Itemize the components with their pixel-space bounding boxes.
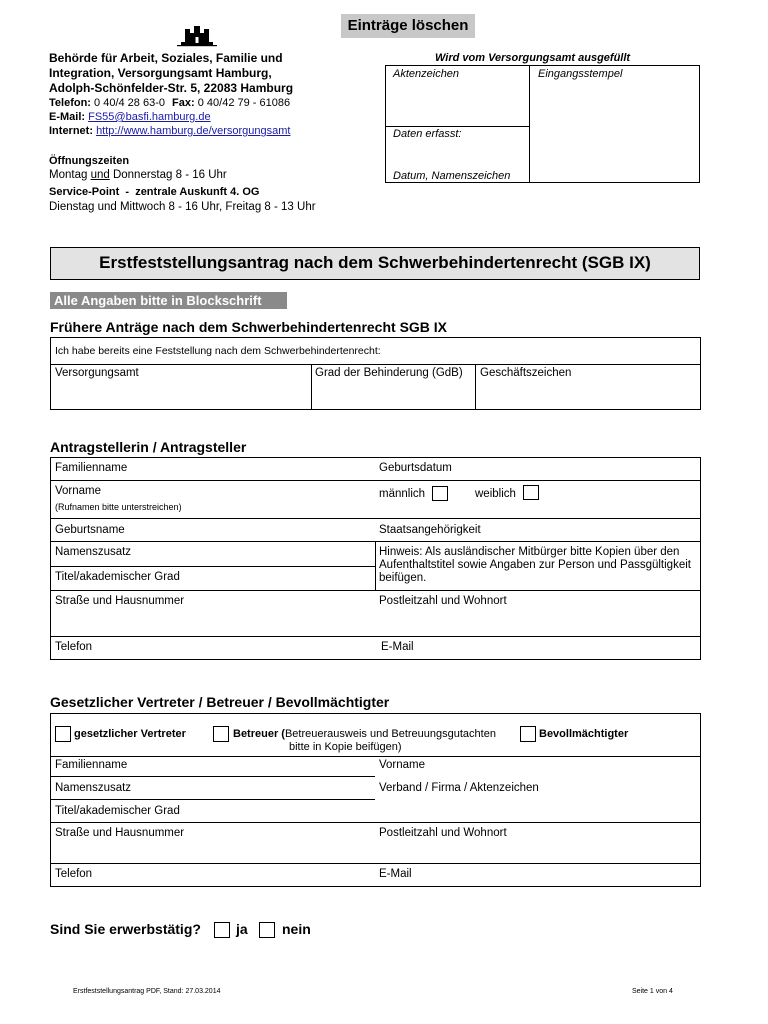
hamburg-logo-icon	[177, 24, 217, 48]
internet-label: Internet:	[49, 125, 93, 137]
applicant-hinweis: Hinweis: Als ausländischer Mitbürger bitte Kopien über den Aufenthaltstitel sowie Angaben zur Person und Passgültigkeit beifügen.	[379, 546, 691, 584]
fax-label: Fax:	[172, 97, 195, 109]
rep-plz-field[interactable]: Postleitzahl und Wohnort	[379, 827, 507, 839]
rep-familienname-field[interactable]: Familienname	[55, 759, 128, 771]
applicant-titel-field[interactable]: Titel/akademischer Grad	[55, 571, 180, 583]
internet-link[interactable]: http://www.hamburg.de/versorgungsamt	[96, 125, 291, 137]
applicant-telefon-field[interactable]: Telefon	[55, 641, 93, 653]
female-label: weiblich	[475, 488, 516, 500]
rep-verband-field[interactable]: Verband / Firma / Aktenzeichen	[379, 782, 539, 794]
prior-section-title: Frühere Anträge nach dem Schwerbehindertenrecht SGB IX	[50, 319, 448, 335]
employment-no-checkbox[interactable]	[259, 922, 275, 938]
applicant-section-title: Antragstellerin / Antragsteller	[50, 439, 247, 455]
authority-line-1: Behörde für Arbeit, Soziales, Familie und	[49, 51, 283, 65]
applicant-rufname-hint: (Rufnamen bitte unterstreichen)	[55, 502, 182, 512]
office-datum-label: Datum, Namenszeichen	[393, 170, 511, 182]
bevollmaechtigter-checkbox[interactable]	[520, 726, 536, 742]
office-box-heading: Wird vom Versorgungsamt ausgefüllt	[435, 52, 631, 64]
applicant-vorname-field[interactable]: Vorname	[55, 485, 102, 497]
form-title: Erstfeststellungsantrag nach dem Schwerbehindertenrecht (SGB IX)	[99, 253, 651, 272]
opening-days-b: Donnerstag 8 - 16 Uhr	[112, 169, 227, 181]
opening-und: und	[90, 169, 110, 181]
authority-line-2: Integration, Versorgungsamt Hamburg,	[49, 66, 272, 80]
betreuer-checkbox[interactable]	[213, 726, 229, 742]
gesetzlicher-vertreter-checkbox[interactable]	[55, 726, 71, 742]
office-box	[385, 65, 700, 183]
authority-internet-row	[49, 125, 291, 138]
service-point-hours: Dienstag und Mittwoch 8 - 16 Uhr, Freitag 8 - 13 Uhr	[49, 201, 316, 213]
male-label: männlich	[379, 488, 426, 500]
male-checkbox[interactable]	[432, 486, 448, 501]
employment-yes-label: ja	[236, 921, 248, 937]
applicant-geburtsdatum-field[interactable]: Geburtsdatum	[379, 462, 452, 474]
applicant-geburtsname-field[interactable]: Geburtsname	[55, 524, 125, 536]
employment-question: Sind Sie erwerbstätig?	[50, 921, 201, 937]
representative-section-title: Gesetzlicher Vertreter / Betreuer / Bevollmächtigter	[50, 694, 390, 710]
authority-email-row	[49, 111, 211, 124]
office-aktenzeichen-label: Aktenzeichen	[393, 68, 460, 80]
rep-email-field[interactable]: E-Mail	[379, 868, 412, 880]
phone-number: 0 40/4 28 63-0	[94, 97, 165, 109]
rep-titel-field[interactable]: Titel/akademischer Grad	[55, 805, 180, 817]
office-daten-erfasst-label: Daten erfasst:	[393, 128, 462, 140]
applicant-familienname-field[interactable]: Familienname	[55, 462, 128, 474]
applicant-email-field[interactable]: E-Mail	[381, 641, 414, 653]
rep-telefon-field[interactable]: Telefon	[55, 868, 93, 880]
authority-line-3: Adolph-Schönfelder-Str. 5, 22083 Hamburg	[49, 81, 294, 95]
prior-statement: Ich habe bereits eine Feststellung nach dem Schwerbehindertenrecht:	[55, 345, 381, 357]
applicant-strasse-field[interactable]: Straße und Hausnummer	[55, 595, 185, 607]
employment-yes-checkbox[interactable]	[214, 922, 230, 938]
rep-namenszusatz-field[interactable]: Namenszusatz	[55, 782, 132, 794]
email-label: E-Mail:	[49, 111, 86, 123]
opening-hours-title: Öffnungszeiten	[49, 155, 130, 167]
applicant-staatsangehoerigkeit-field[interactable]: Staatsangehörigkeit	[379, 524, 481, 536]
applicant-plz-field[interactable]: Postleitzahl und Wohnort	[379, 595, 507, 607]
phone-label: Telefon:	[49, 97, 91, 109]
email-link[interactable]: FS55@basfi.hamburg.de	[88, 111, 211, 123]
opening-hours-days	[49, 169, 227, 182]
delete-entries-button[interactable]: Einträge löschen	[341, 14, 475, 38]
blockschrift-banner: Alle Angaben bitte in Blockschrift	[50, 292, 287, 309]
footer-doc-info: Erstfeststellungsantrag PDF, Stand: 27.03.2014	[73, 988, 221, 995]
rep-vorname-field[interactable]: Vorname	[379, 759, 426, 771]
betreuer-label	[233, 728, 496, 741]
fax-number: 0 40/42 79 - 61086	[197, 97, 291, 109]
gesetzlicher-vertreter-label: gesetzlicher Vertreter	[74, 728, 186, 740]
employment-no-label: nein	[282, 921, 311, 937]
prior-versorgungsamt-field[interactable]: Versorgungsamt	[55, 367, 139, 379]
rep-strasse-field[interactable]: Straße und Hausnummer	[55, 827, 185, 839]
prior-geschaeftszeichen-field[interactable]: Geschäftszeichen	[480, 367, 572, 379]
prior-gdb-field[interactable]: Grad der Behinderung (GdB)	[315, 367, 463, 379]
service-point-title: Service-Point - zentrale Auskunft 4. OG	[49, 186, 260, 198]
female-checkbox[interactable]	[523, 485, 539, 500]
authority-phone-row	[49, 97, 290, 110]
betreuer-note-1: Betreuerausweis und Betreuungsgutachten	[284, 728, 496, 740]
opening-days-a: Montag	[49, 169, 88, 181]
bevollmaechtigter-label: Bevollmächtigter	[539, 728, 629, 740]
office-eingangsstempel-label: Eingangsstempel	[538, 68, 623, 80]
betreuer-note-2: bitte in Kopie beifügen)	[289, 741, 402, 753]
applicant-namenszusatz-field[interactable]: Namenszusatz	[55, 546, 132, 558]
footer-page-number: Seite 1 von 4	[632, 988, 673, 995]
betreuer-label-text: Betreuer (	[233, 728, 285, 740]
